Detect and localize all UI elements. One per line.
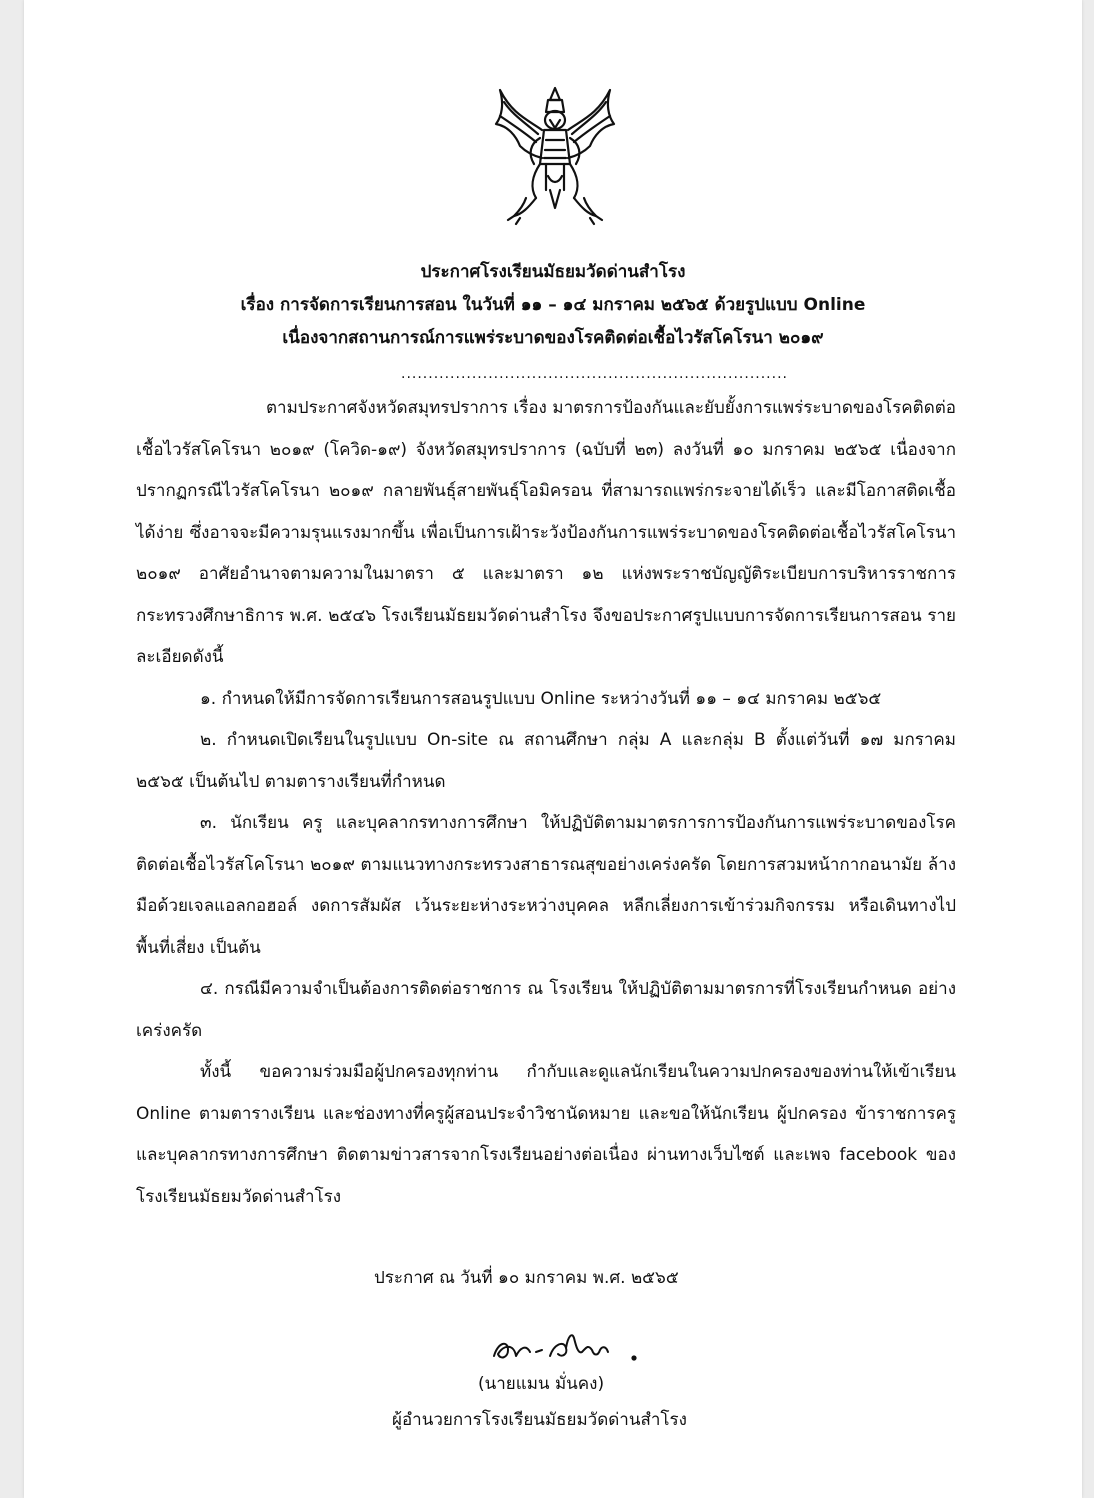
handwritten-signature [484, 1322, 664, 1372]
heading-reason: เนื่องจากสถานการณ์การแพร่ระบาดของโรคติดต่อเชื้อไวรัสโคโรนา ๒๐๑๙ [282, 328, 824, 348]
heading-title: ประกาศโรงเรียนมัธยมวัดด่านสำโรง [420, 262, 686, 282]
item-2: ๒. กำหนดเปิดเรียนในรูปแบบ On-site ณ สถานศึกษา กลุ่ม A และกลุ่ม B ตั้งแต่วันที่ ๑๗ มกราคม ๒๕๖๕ เป็นต้นไป ตามตารางเรียนที่กำหนด [136, 730, 956, 792]
signatory-name: (นายแมน มั่นคง) [478, 1374, 605, 1394]
closing-paragraph: ทั้งนี้ ขอความร่วมมือผู้ปกครองทุกท่าน กำกับและดูแลนักเรียนในความปกครองของท่านให้เข้าเรียน Online ตามตารางเรียน และช่องทางที่ครูผู้สอนประจำวิชานัดหมาย และขอให้นักเรียน ผู้ปกครอง ข้าราชการครู และบุคลากรทางการศึกษา ติดตามข่าวสารจากโรงเรียนอย่างต่อเนื่อง ผ่านทางเว็บไซต์ และเพจ facebook ของโรงเรียนมัธยมวัดด่านสำโรง [136, 1062, 956, 1207]
document-body [136, 388, 956, 1218]
heading-separator: ....................................................................... [401, 366, 788, 382]
item-3: ๓. นักเรียน ครู และบุคลากรทางการศึกษา ให้ปฏิบัติตามมาตรการการป้องกันการแพร่ระบาดของโรคติดต่อเชื้อไวรัสโคโรนา ๒๐๑๙ ตามแนวทางกระทรวงสาธารณสุขอย่างเคร่งครัด โดยการสวมหน้ากากอนามัย ล้างมือด้วยเจลแอลกอฮอล์ งดการสัมผัส เว้นระยะห่างระหว่างบุคคล หลีกเลี่ยงการเข้าร่วมกิจกรรม หรือเดินทางไปพื้นที่เสี่ยง เป็นต้น [136, 813, 956, 958]
signatory-position: ผู้อำนวยการโรงเรียนมัธยมวัดด่านสำโรง [392, 1410, 687, 1430]
item-1: ๑. กำหนดให้มีการจัดการเรียนการสอนรูปแบบ Online ระหว่างวันที่ ๑๑ – ๑๔ มกราคม ๒๕๖๕ [200, 688, 882, 709]
heading-subject: เรื่อง การจัดการเรียนการสอน ในวันที่ ๑๑ – ๑๔ มกราคม ๒๕๖๕ ด้วยรูปแบบ Online [240, 295, 866, 315]
garuda-emblem-icon [490, 80, 620, 230]
announcement-date: ประกาศ ณ วันที่ ๑๐ มกราคม พ.ศ. ๒๕๖๕ [374, 1268, 679, 1288]
intro-paragraph: ตามประกาศจังหวัดสมุทรปราการ เรื่อง มาตรการป้องกันและยับยั้งการแพร่ระบาดของโรคติดต่อเชื้อไวรัสโคโรนา ๒๐๑๙ (โควิด-๑๙) จังหวัดสมุทรปราการ (ฉบับที่ ๒๓) ลงวันที่ ๑๐ มกราคม ๒๕๖๕ เนื่องจากปรากฏกรณีไวรัสโคโรนา ๒๐๑๙ กลายพันธุ์สายพันธุ์โอมิครอน ที่สามารถแพร่กระจายได้เร็ว และมีโอกาสติดเชื้อได้ง่าย ซึ่งอาจจะมีความรุนแรงมากขึ้น เพื่อเป็นการเฝ้าระวังป้องกันการแพร่ระบาดของโรคติดต่อเชื้อไวรัสโคโรนา ๒๐๑๙ อาศัยอำนาจตามความในมาตรา ๕ และมาตรา ๑๒ แห่งพระราชบัญญัติระเบียบการบริหารราชการ กระทรวงศึกษาธิการ พ.ศ. ๒๕๔๖ โรงเรียนมัธยมวัดด่านสำโรง จึงขอประกาศรูปแบบการจัดการเรียนการสอน รายละเอียดดังนี้ [136, 398, 956, 667]
document-page [24, 0, 1082, 1498]
item-4: ๔. กรณีมีความจำเป็นต้องการติดต่อราชการ ณ โรงเรียน ให้ปฏิบัติตามมาตรการที่โรงเรียนกำหนด อย่างเคร่งครัด [136, 979, 956, 1041]
